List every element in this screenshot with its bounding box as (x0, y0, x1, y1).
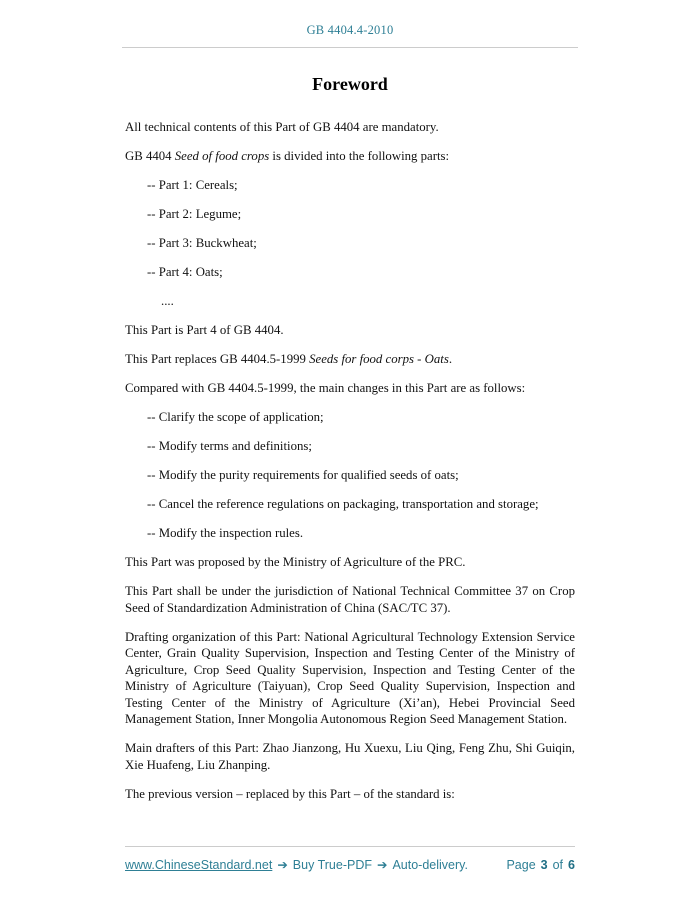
italic-segment: Seed of food crops (174, 149, 270, 163)
footer-buy-text: Buy True-PDF (292, 858, 372, 872)
list-item-change2: -- Modify terms and definitions; (147, 439, 312, 453)
paragraph-proposed: This Part was proposed by the Ministry of Agriculture of the PRC. (125, 555, 466, 569)
text-segment: is divided into the following parts: (269, 149, 450, 163)
list-item-part4: -- Part 4: Oats; (147, 265, 223, 279)
paragraph-mandatory: All technical contents of this Part of GB 4404 are mandatory. (125, 120, 439, 134)
paragraph-part4: This Part is Part 4 of GB 4404. (125, 323, 284, 337)
list-item-change4: -- Cancel the reference regulations on packaging, transportation and storage; (147, 497, 539, 511)
list-item-part1: -- Part 1: Cereals; (147, 178, 238, 192)
text-segment: GB 4404 (125, 149, 175, 163)
italic-segment: Seeds for food corps - Oats (309, 352, 449, 366)
paragraph-jurisdiction: This Part shall be under the jurisdiction of National Technical Committee 37 on Crop Seed of Standardization Administration of China (SAC/TC 37). (125, 584, 575, 615)
footer-delivery-text: Auto-delivery. (392, 858, 468, 872)
footer-site-link[interactable]: www.ChineseStandard.net (125, 858, 273, 872)
arrow-icon: ➔ (277, 858, 288, 872)
page-title: Foreword (312, 74, 388, 94)
text-segment: This Part replaces GB 4404.5-1999 (125, 352, 310, 366)
page-number: 3 (540, 858, 548, 872)
paragraph-divided (125, 148, 575, 165)
list-item-change5: -- Modify the inspection rules. (147, 526, 304, 540)
page-header (122, 0, 578, 48)
paragraph-drafting: Drafting organization of this Part: National Agricultural Technology Extension Service Center, Grain Quality Supervision, Inspection and Testing Center of the Ministry of Agriculture, Crop Seed Quality Supervision, Inspection and Testing Center of the Ministry of Agriculture (Taiyuan), Crop Seed Quality Supervision, Inspection and Testing Center of the Ministry of Agriculture (Xi’an), Hebei Provincial Seed Management Station, Inner Mongolia Autonomous Region Seed Management Station. (125, 629, 575, 726)
total-pages: 6 (568, 858, 575, 872)
paragraph-previous-version: The previous version – replaced by this Part – of the standard is: (125, 786, 455, 801)
list-ellipsis: .... (161, 294, 174, 308)
list-item-part2: -- Part 2: Legume; (147, 207, 242, 221)
list-item-change3: -- Modify the purity requirements for qualified seeds of oats; (147, 468, 459, 482)
page-indicator (506, 858, 575, 872)
list-item-part3: -- Part 3: Buckwheat; (147, 236, 257, 250)
header-divider (122, 47, 578, 48)
footer-promo (125, 857, 468, 872)
of-label: of (552, 858, 564, 872)
list-item-change1: -- Clarify the scope of application; (147, 410, 324, 424)
page-label: Page (506, 858, 536, 872)
doc-number: GB 4404.4-2010 (306, 23, 394, 37)
text-segment: . (448, 352, 453, 366)
paragraph-compared: Compared with GB 4404.5-1999, the main changes in this Part are as follows: (125, 381, 526, 395)
arrow-icon: ➔ (376, 858, 388, 872)
document-body (125, 74, 575, 802)
page-footer (125, 846, 575, 872)
paragraph-replaces (125, 351, 575, 368)
paragraph-drafters: Main drafters of this Part: Zhao Jianzong, Hu Xuexu, Liu Qing, Feng Zhu, Shi Guiqin, Xie Huafeng, Liu Zhanping. (125, 741, 575, 772)
